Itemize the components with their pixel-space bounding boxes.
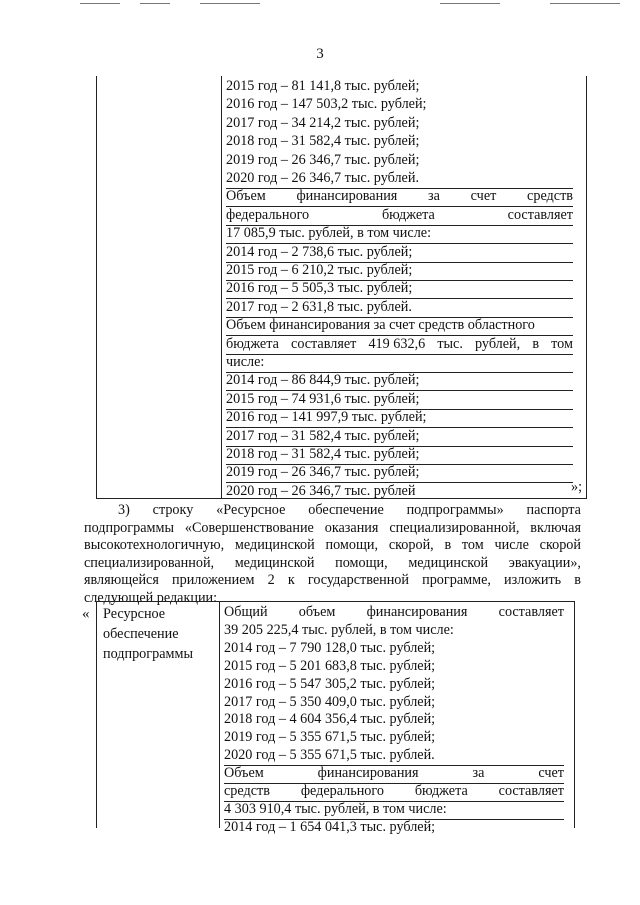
word: к bbox=[287, 572, 295, 589]
table-line: 2018 год – 31 582,4 тыс. рублей; bbox=[226, 133, 420, 150]
word: в bbox=[444, 537, 452, 554]
word: Объем bbox=[226, 188, 266, 205]
column-divider bbox=[219, 602, 220, 828]
word: Общий bbox=[224, 604, 268, 620]
word: том bbox=[461, 537, 484, 554]
word: оказания bbox=[324, 519, 379, 536]
table-line: 2015 год – 74 931,6 тыс. рублей; bbox=[226, 390, 573, 410]
word: подпрограммы» bbox=[406, 502, 504, 518]
resource-table-line: 2018 год – 4 604 356,4 тыс. рублей; bbox=[224, 711, 436, 728]
paragraph-line bbox=[84, 519, 581, 538]
word: тыс. bbox=[437, 335, 463, 352]
table-line: 2016 год – 5 505,3 тыс. рублей; bbox=[226, 279, 573, 299]
word: помощи, bbox=[325, 537, 379, 554]
word: являющейся bbox=[84, 572, 159, 589]
word: медицинской bbox=[234, 537, 315, 554]
word: счет bbox=[538, 765, 564, 782]
resource-table-line: 2014 год – 1 654 041,3 тыс. рублей; bbox=[224, 818, 436, 835]
word: числе bbox=[494, 537, 529, 554]
table-line: 2016 год – 147 503,2 тыс. рублей; bbox=[226, 96, 427, 113]
word: составляет bbox=[498, 783, 564, 799]
word: за bbox=[472, 765, 485, 782]
opening-quote: « bbox=[82, 606, 90, 622]
word: объем bbox=[298, 604, 336, 620]
resource-table-line: 39 205 225,4 тыс. рублей, в том числе: bbox=[224, 621, 454, 638]
word: «Совершенствование bbox=[184, 519, 314, 536]
word: счет bbox=[470, 188, 497, 205]
word: том bbox=[551, 335, 573, 352]
table-line: 17 085,9 тыс. рублей, в том числе: bbox=[226, 224, 573, 244]
word: высокотехнологичную, bbox=[84, 537, 225, 554]
word: бюджета bbox=[381, 206, 435, 223]
word: бюджета bbox=[414, 783, 468, 799]
word: федерального bbox=[226, 206, 310, 223]
table-line: 2015 год – 6 210,2 тыс. рублей; bbox=[226, 261, 573, 281]
table-line bbox=[226, 187, 573, 207]
word: обеспечение bbox=[308, 502, 384, 518]
word: рублей, bbox=[475, 335, 521, 352]
paragraph-line bbox=[84, 536, 581, 555]
table-line: 2020 год – 26 346,7 тыс. рублей bbox=[226, 482, 416, 499]
table-line: 2017 год – 34 214,2 тыс. рублей; bbox=[226, 114, 420, 131]
page-number: 3 bbox=[316, 46, 324, 62]
table-line: 2016 год – 141 997,9 тыс. рублей; bbox=[226, 408, 573, 428]
resource-label-cell bbox=[103, 604, 193, 664]
word: 2 bbox=[267, 572, 275, 589]
word: специализированной, bbox=[84, 554, 215, 571]
word: специализированной, bbox=[389, 519, 520, 536]
resource-table-line: 2017 год – 5 350 409,0 тыс. рублей; bbox=[224, 693, 436, 710]
word: скорой bbox=[539, 537, 581, 554]
paragraph-line: следующей редакции: bbox=[84, 590, 218, 606]
word: в bbox=[532, 335, 540, 352]
word: приложением bbox=[172, 572, 255, 589]
table-line bbox=[226, 335, 573, 355]
word: скорой, bbox=[388, 537, 434, 554]
word: включая bbox=[530, 519, 581, 536]
closing-quote: »; bbox=[571, 479, 583, 495]
resource-table-line bbox=[224, 603, 564, 622]
table-line: 2018 год – 31 582,4 тыс. рублей; bbox=[226, 445, 573, 465]
word: бюджета bbox=[226, 335, 279, 352]
word: строку bbox=[152, 502, 194, 518]
word: федерального bbox=[300, 783, 384, 799]
word: медицинской bbox=[234, 554, 315, 571]
resource-table-line: 2019 год – 5 355 671,5 тыс. рублей; bbox=[224, 729, 436, 746]
word: финансирования bbox=[366, 604, 468, 620]
table-line: 2015 год – 81 141,8 тыс. рублей; bbox=[226, 78, 420, 94]
word: в bbox=[574, 572, 581, 589]
word: эвакуации», bbox=[508, 554, 581, 571]
word: Объем bbox=[224, 765, 264, 782]
paragraph-line bbox=[118, 501, 581, 520]
word: составляет bbox=[507, 206, 573, 223]
resource-label-line: подпрограммы bbox=[103, 646, 193, 662]
word: 419 632,6 bbox=[368, 335, 426, 352]
word: программе, bbox=[422, 572, 491, 589]
resource-table-line: 2020 год – 5 355 671,5 тыс. рублей. bbox=[224, 746, 564, 766]
paragraph-line bbox=[84, 571, 581, 590]
resource-label-line: обеспечение bbox=[103, 626, 179, 642]
word: средств bbox=[527, 188, 573, 205]
resource-label-line: Ресурсное bbox=[103, 606, 166, 622]
word: изложить bbox=[504, 572, 562, 589]
table-line: 2017 год – 2 631,8 тыс. рублей. bbox=[226, 298, 573, 318]
column-divider bbox=[221, 76, 222, 498]
table-line: 2019 год – 26 346,7 тыс. рублей; bbox=[226, 463, 573, 483]
word: помощи, bbox=[335, 554, 388, 571]
word: составляет bbox=[498, 604, 564, 620]
paragraph-line bbox=[84, 554, 581, 573]
table-line: 2017 год – 31 582,4 тыс. рублей; bbox=[226, 427, 573, 447]
table-line: Объем финансирования за счет средств областного bbox=[226, 316, 573, 336]
word: медицинской bbox=[408, 554, 489, 571]
table-line bbox=[226, 206, 573, 226]
word: финансирования bbox=[317, 765, 419, 782]
word: государственной bbox=[307, 572, 409, 589]
word: «Ресурсное bbox=[216, 502, 286, 518]
table-line: 2014 год – 2 738,6 тыс. рублей; bbox=[226, 243, 573, 263]
scan-top-marks bbox=[60, 3, 620, 7]
table-line: 2020 год – 26 346,7 тыс. рублей. bbox=[226, 169, 573, 189]
resource-table-line: 4 303 910,4 тыс. рублей, в том числе: bbox=[224, 800, 564, 820]
table-line: числе: bbox=[226, 353, 573, 373]
resource-table-line: 2015 год – 5 201 683,8 тыс. рублей; bbox=[224, 657, 436, 674]
word: паспорта bbox=[526, 502, 581, 518]
resource-table-line: 2014 год – 7 790 128,0 тыс. рублей; bbox=[224, 639, 436, 656]
table-line: 2019 год – 26 346,7 тыс. рублей; bbox=[226, 151, 420, 168]
word: средств bbox=[224, 783, 270, 799]
word: за bbox=[428, 188, 440, 205]
word: составляет bbox=[291, 335, 357, 352]
table-line: 2014 год – 86 844,9 тыс. рублей; bbox=[226, 371, 573, 391]
word: 3) bbox=[118, 502, 130, 518]
resource-table-line: 2016 год – 5 547 305,2 тыс. рублей; bbox=[224, 675, 436, 692]
word: подпрограммы bbox=[84, 519, 174, 536]
word: финансирования bbox=[296, 188, 398, 205]
